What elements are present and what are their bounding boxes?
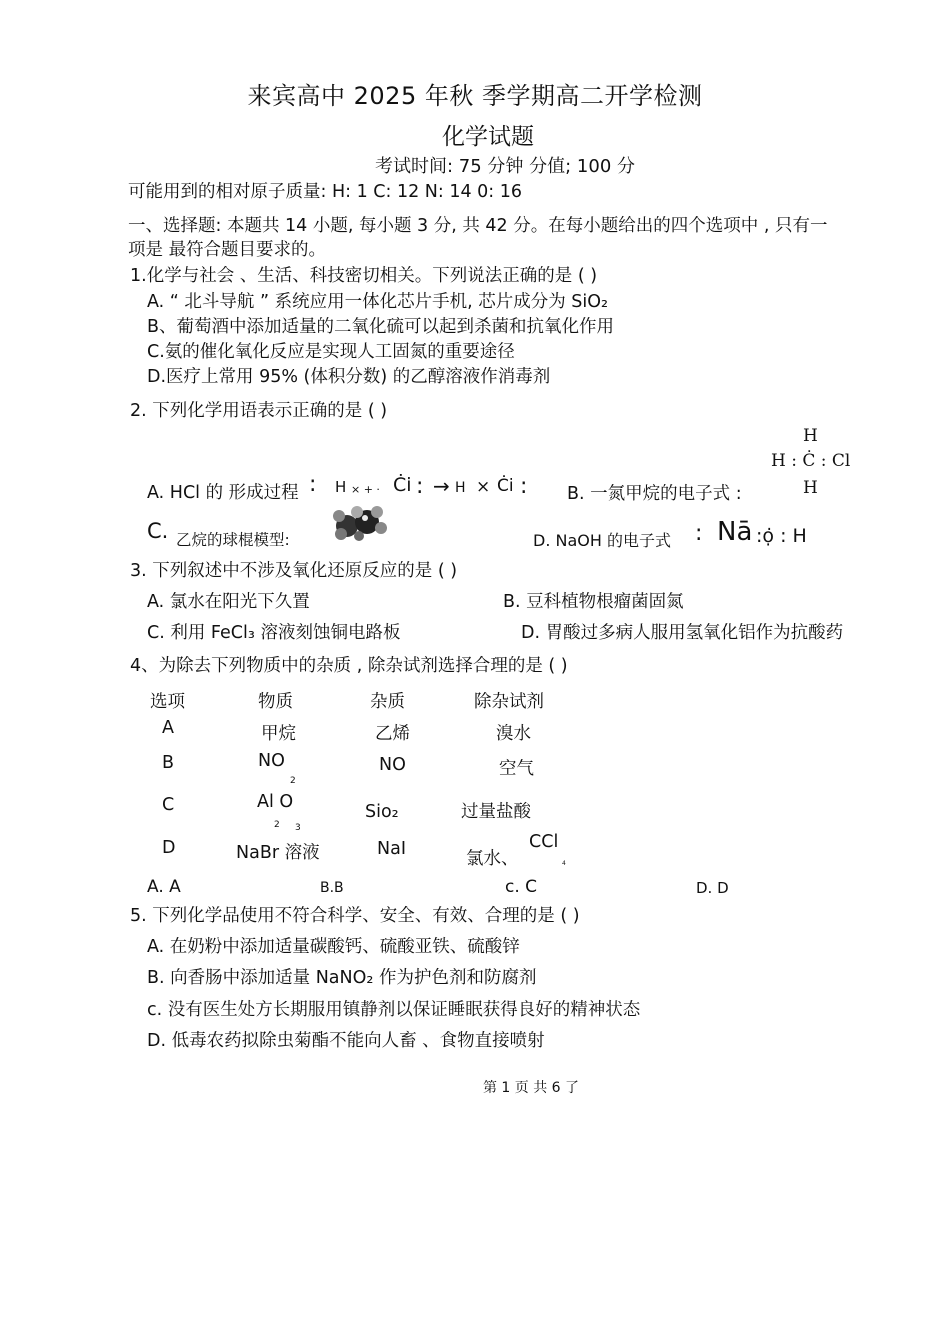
q4-choice-d: D. D xyxy=(696,879,729,897)
q3-option-d: D. 胃酸过多病人服用氢氧化铝作为抗酸药 xyxy=(521,623,844,643)
q2-option-c-letter: C. xyxy=(147,519,169,543)
q4-row-c-impurity: Sio₂ xyxy=(365,802,399,822)
q4-row-a-substance: 甲烷 xyxy=(261,724,296,744)
q2-option-c-label: 乙烷的球棍模型: xyxy=(176,531,290,549)
q5-option-d: D. 低毒农药拟除虫菊酯不能向人畜 、食物直接喷射 xyxy=(147,1031,545,1051)
q2-d-oh: :ọ̇ : H xyxy=(756,525,807,547)
q4-row-c-substance: Al O xyxy=(257,792,294,812)
q2-d-colon: : xyxy=(695,521,703,546)
exam-title: 来宾高中 2025 年秋 季学期高二开学检测 xyxy=(247,82,703,110)
q4-header-option: 选项 xyxy=(150,692,185,712)
q4-header-impurity: 杂质 xyxy=(370,692,405,712)
q2-a-colon3: : xyxy=(520,474,528,499)
q4-row-b-reagent: 空气 xyxy=(499,759,534,779)
q4-row-d-subscript: 4 xyxy=(562,860,566,867)
q4-row-a-impurity: 乙烯 xyxy=(375,724,410,744)
q2-a-colon: : xyxy=(309,472,317,497)
q4-row-d-reagent: 氯水、 xyxy=(466,849,519,869)
q3-option-a: A. 氯水在阳光下久置 xyxy=(147,592,310,612)
q2-a-cl: Ċi xyxy=(393,474,412,496)
q2-option-a-label: A. HCl 的 形成过程 xyxy=(147,483,299,503)
q2-b-h-bottom: H xyxy=(803,478,818,498)
q4-row-d-substance: NaBr 溶液 xyxy=(236,843,320,863)
q3-option-c: C. 利用 FeCl₃ 溶液刻蚀铜电路板 xyxy=(147,623,401,643)
q1-stem: 1.化学与社会 、生活、科技密切相关。下列说法正确的是 ( ) xyxy=(130,266,598,286)
q5-option-c: c. 没有医生处方长期服用镇静剂以保证睡眠获得良好的精神状态 xyxy=(147,1000,641,1020)
section-intro-line2: 项是 最符合题目要求的。 xyxy=(128,240,327,260)
q1-option-c: C.氨的催化氧化反应是实现人工固氮的重要途径 xyxy=(147,342,515,362)
q5-option-a: A. 在奶粉中添加适量碳酸钙、硫酸亚铁、硫酸锌 xyxy=(147,937,520,957)
exam-info: 考试时间: 75 分钟 分值; 100 分 xyxy=(375,156,635,177)
q4-row-a-reagent: 溴水 xyxy=(496,724,531,744)
q4-row-d-ccl: CCl xyxy=(529,832,559,852)
q1-option-d: D.医疗上常用 95% (体积分数) 的乙醇溶液作消毒剂 xyxy=(147,367,551,387)
q2-b-h-top: H xyxy=(803,426,818,446)
q4-header-reagent: 除杂试剂 xyxy=(474,692,544,712)
q4-row-d-impurity: NaI xyxy=(377,839,406,859)
q2-b-middle: H : Ċ : Cl xyxy=(771,451,851,471)
q4-row-a-option: A xyxy=(162,718,174,738)
q4-header-substance: 物质 xyxy=(258,692,293,712)
q2-a-colon2: : xyxy=(416,474,424,499)
q5-stem: 5. 下列化学品使用不符合科学、安全、有效、合理的是 ( ) xyxy=(130,906,580,926)
q2-a-electrons: × + · xyxy=(351,483,380,496)
q2-a-x2: × xyxy=(476,477,491,497)
q4-row-b-substance: NO xyxy=(258,751,285,771)
q2-option-b-label: B. 一氮甲烷的电子式 : xyxy=(567,484,742,504)
q4-choice-b: B.B xyxy=(320,880,344,896)
q1-option-b: B、葡萄酒中添加适量的二氧化硫可以起到杀菌和抗氧化作用 xyxy=(147,317,615,337)
q2-a-h2: H xyxy=(455,480,466,496)
q4-stem: 4、为除去下列物质中的杂质 , 除杂试剂选择合理的是 ( ) xyxy=(130,656,568,676)
q4-row-c-reagent: 过量盐酸 xyxy=(461,802,531,822)
page-footer: 第 1 页 共 6 了 xyxy=(482,1080,580,1096)
q4-row-b-impurity: NO xyxy=(379,755,406,775)
q4-choice-c: c. C xyxy=(505,877,538,897)
q4-row-c-subscript-2: 2 xyxy=(274,820,280,830)
q3-stem: 3. 下列叙述中不涉及氧化还原反应的是 ( ) xyxy=(130,561,458,581)
q2-a-cl2: Ċi xyxy=(497,476,514,496)
atomic-masses: 可能用到的相对原子质量: H: 1 C: 12 N: 14 0: 16 xyxy=(128,182,523,202)
q2-a-h: H xyxy=(335,478,347,496)
q4-row-c-subscript-3: 3 xyxy=(295,823,301,833)
q2-stem: 2. 下列化学用语表示正确的是 ( ) xyxy=(130,401,388,421)
q4-row-c-option: C xyxy=(162,795,175,815)
q4-choice-a: A. A xyxy=(147,877,181,897)
q4-row-d-option: D xyxy=(162,838,176,858)
q4-row-b-option: B xyxy=(162,753,175,773)
q5-option-b: B. 向香肠中添加适量 NaNO₂ 作为护色剂和防腐剂 xyxy=(147,968,537,988)
q2-option-d-label: D. NaOH 的电子式 xyxy=(533,531,671,550)
q3-option-b: B. 豆科植物根瘤菌固氮 xyxy=(503,592,684,612)
q4-row-b-subscript: 2 xyxy=(290,776,296,786)
q1-option-a: A. “ 北斗导航 ” 系统应用一体化芯片手机, 芯片成分为 SiO₂ xyxy=(147,292,609,312)
section-intro-line1: 一、选择题: 本题共 14 小题, 每小题 3 分, 共 42 分。在每小题给出的四个选项中 , 只有一 xyxy=(128,216,828,236)
q2-d-na: Nā xyxy=(717,517,753,547)
subject-title: 化学试题 xyxy=(442,124,534,150)
q2-a-arrow: → xyxy=(433,474,450,498)
ethane-ball-stick-model-icon xyxy=(329,502,389,542)
